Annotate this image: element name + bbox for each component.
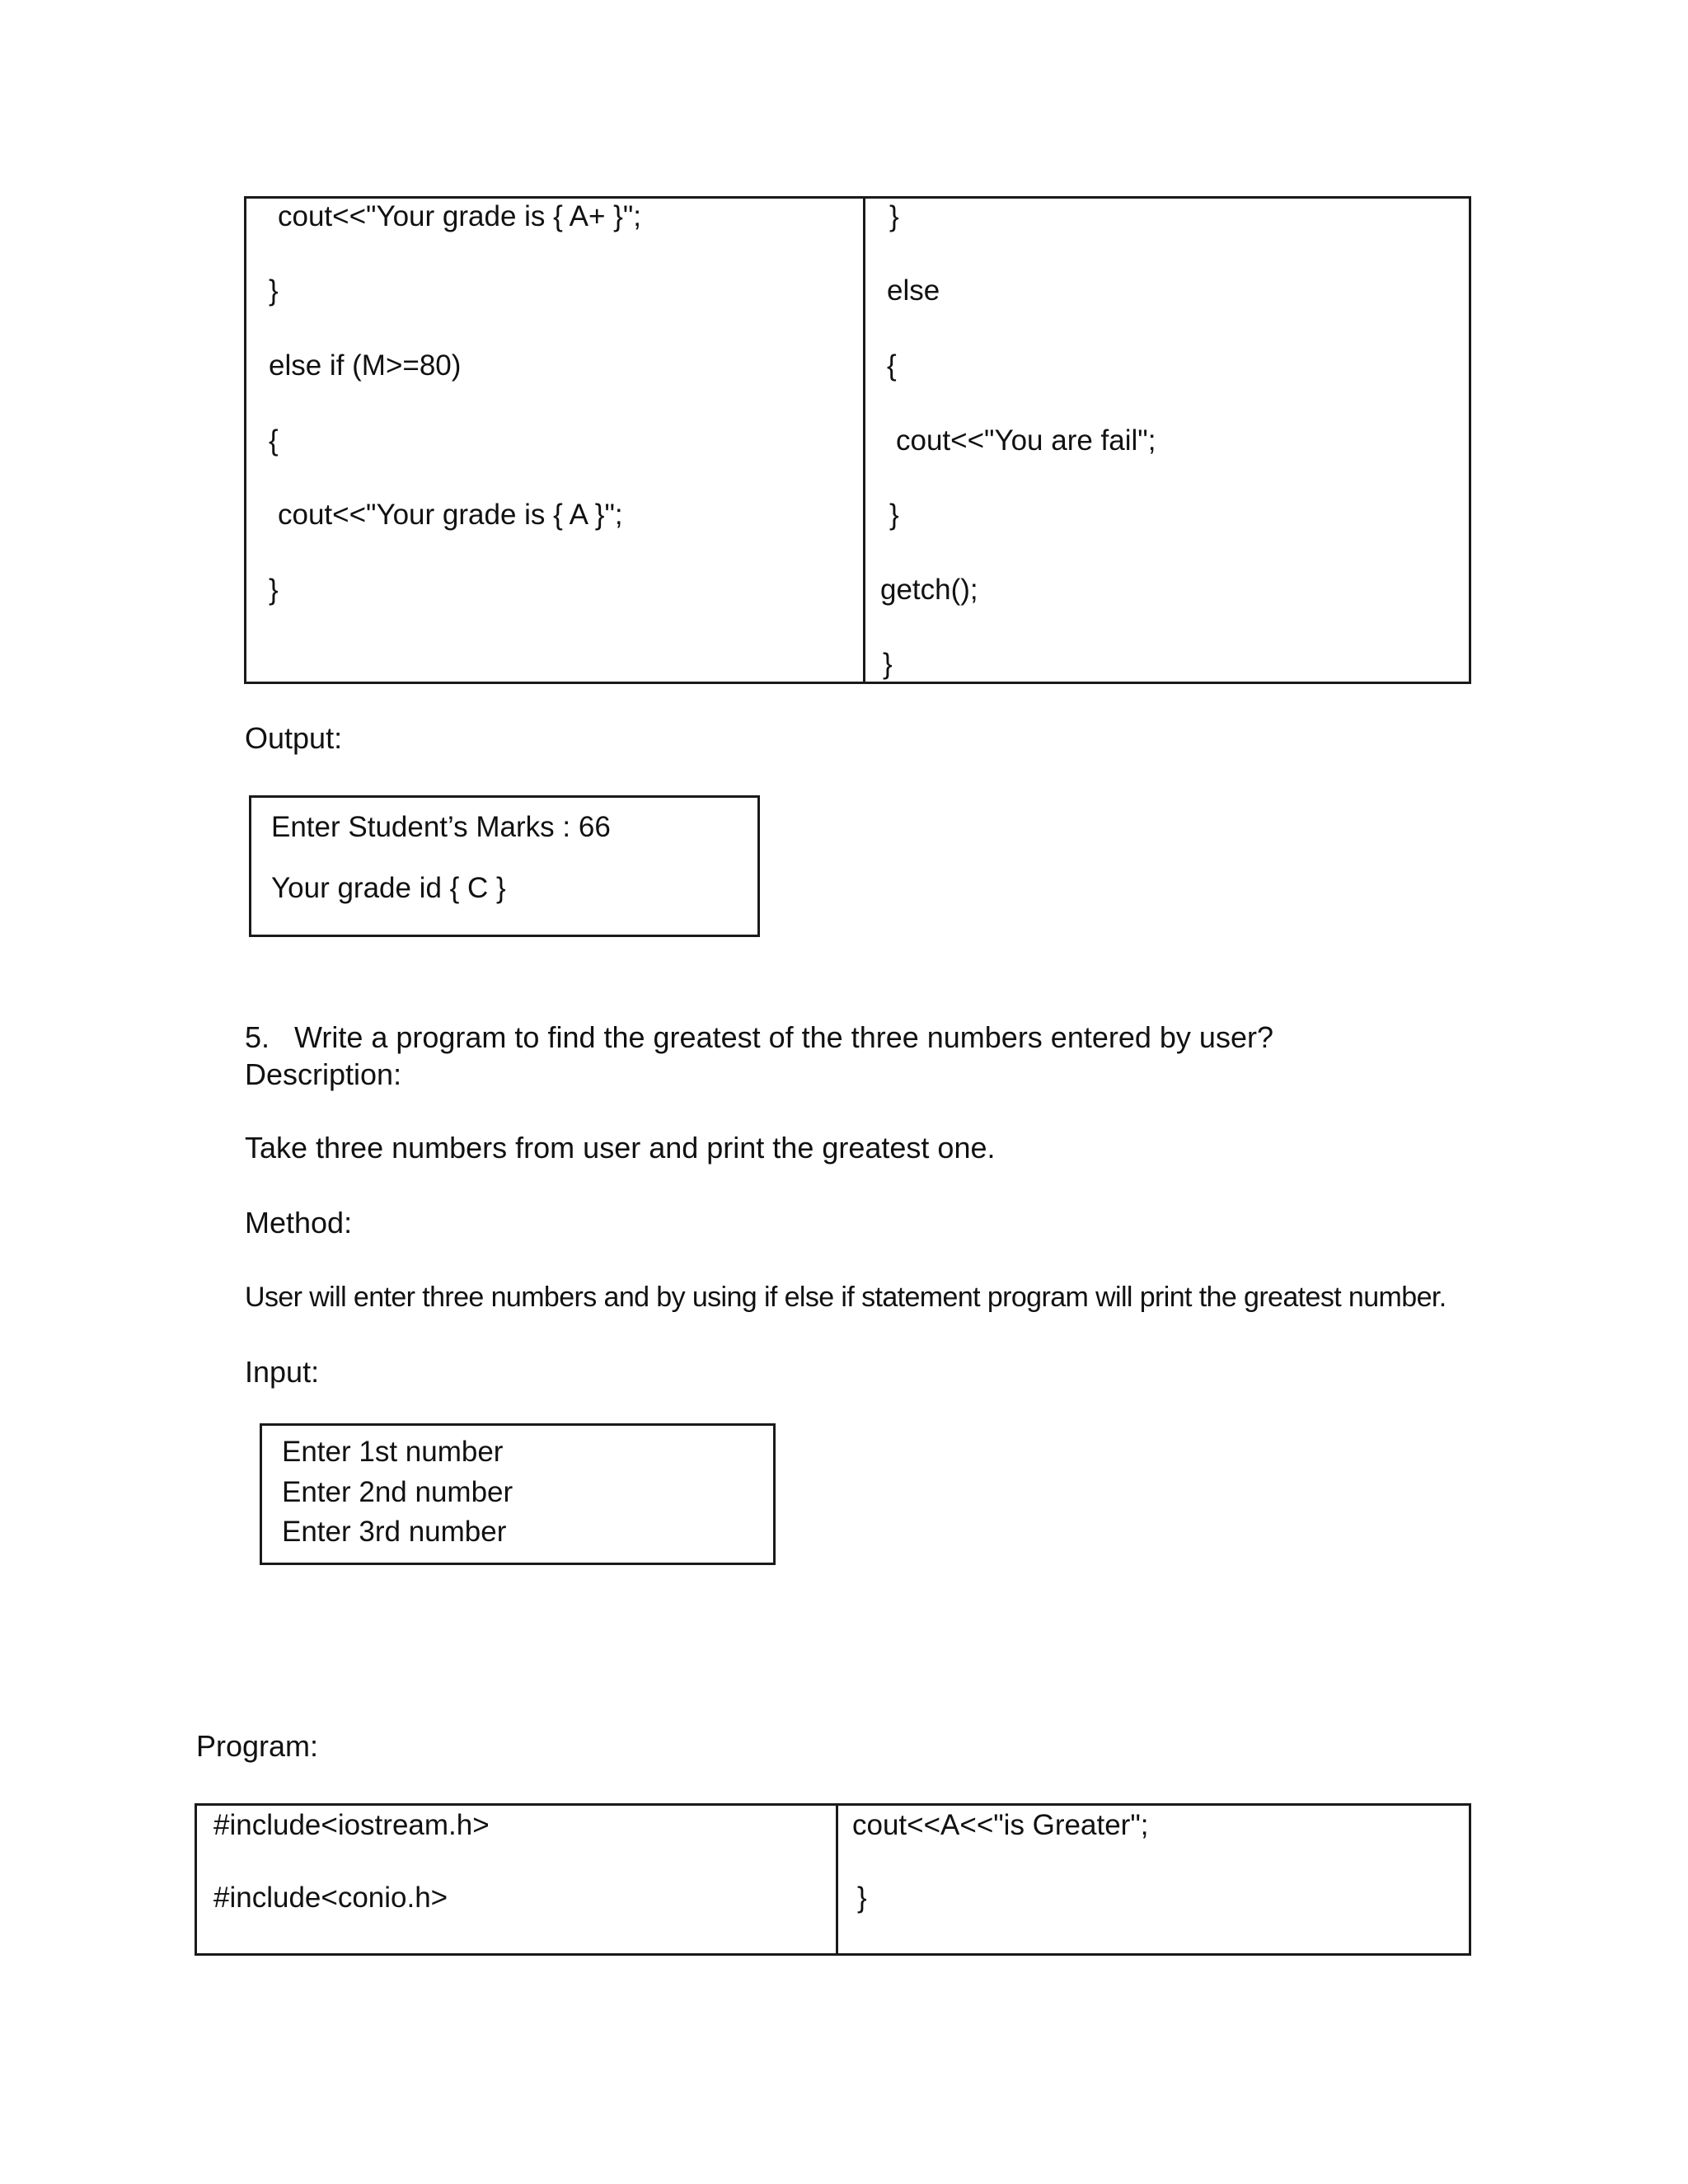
input-line: Enter 3rd number	[282, 1516, 507, 1548]
code-line: getch();	[880, 574, 978, 606]
code-line: cout<<"You are fail";	[896, 424, 1156, 457]
question-text: Write a program to find the greatest of the three numbers entered by user?	[294, 1020, 1273, 1054]
code-line: cout<<"Your grade is { A }";	[278, 499, 623, 531]
method-heading: Method:	[245, 1206, 353, 1240]
code-line: }	[883, 648, 893, 680]
code-line: }	[269, 574, 279, 606]
code-line: cout<<A<<"is Greater";	[852, 1809, 1149, 1841]
code-table-top	[244, 196, 1471, 684]
code-table-bottom	[195, 1803, 1471, 1956]
output-line: Your grade id { C }	[271, 872, 506, 904]
code-line: else if (M>=80)	[269, 349, 462, 382]
code-line: #include<iostream.h>	[213, 1809, 490, 1841]
input-heading: Input:	[245, 1355, 320, 1389]
code-line: }	[889, 499, 899, 531]
input-line: Enter 1st number	[282, 1436, 504, 1468]
code-table-top-divider	[863, 199, 865, 682]
description-text: Take three numbers from user and print the greatest one.	[245, 1131, 996, 1165]
output-line: Enter Student’s Marks : 66	[271, 811, 611, 843]
code-line: {	[887, 349, 897, 382]
code-table-bottom-divider	[836, 1806, 838, 1953]
output-heading: Output:	[245, 721, 343, 755]
code-line: #include<conio.h>	[213, 1882, 448, 1914]
method-text: User will enter three numbers and by using if else if statement program will print the greatest number.	[245, 1282, 1447, 1313]
question-number: 5.	[245, 1020, 270, 1054]
program-heading: Program:	[196, 1729, 319, 1763]
description-heading: Description:	[245, 1057, 402, 1091]
input-box	[260, 1423, 776, 1565]
code-line: {	[269, 424, 279, 457]
output-box	[249, 795, 760, 937]
input-line: Enter 2nd number	[282, 1476, 513, 1508]
code-line: else	[887, 274, 940, 307]
code-line: cout<<"Your grade is { A+ }";	[278, 200, 641, 232]
code-line: }	[889, 200, 899, 232]
code-line: }	[269, 274, 279, 307]
code-line: }	[857, 1882, 867, 1914]
